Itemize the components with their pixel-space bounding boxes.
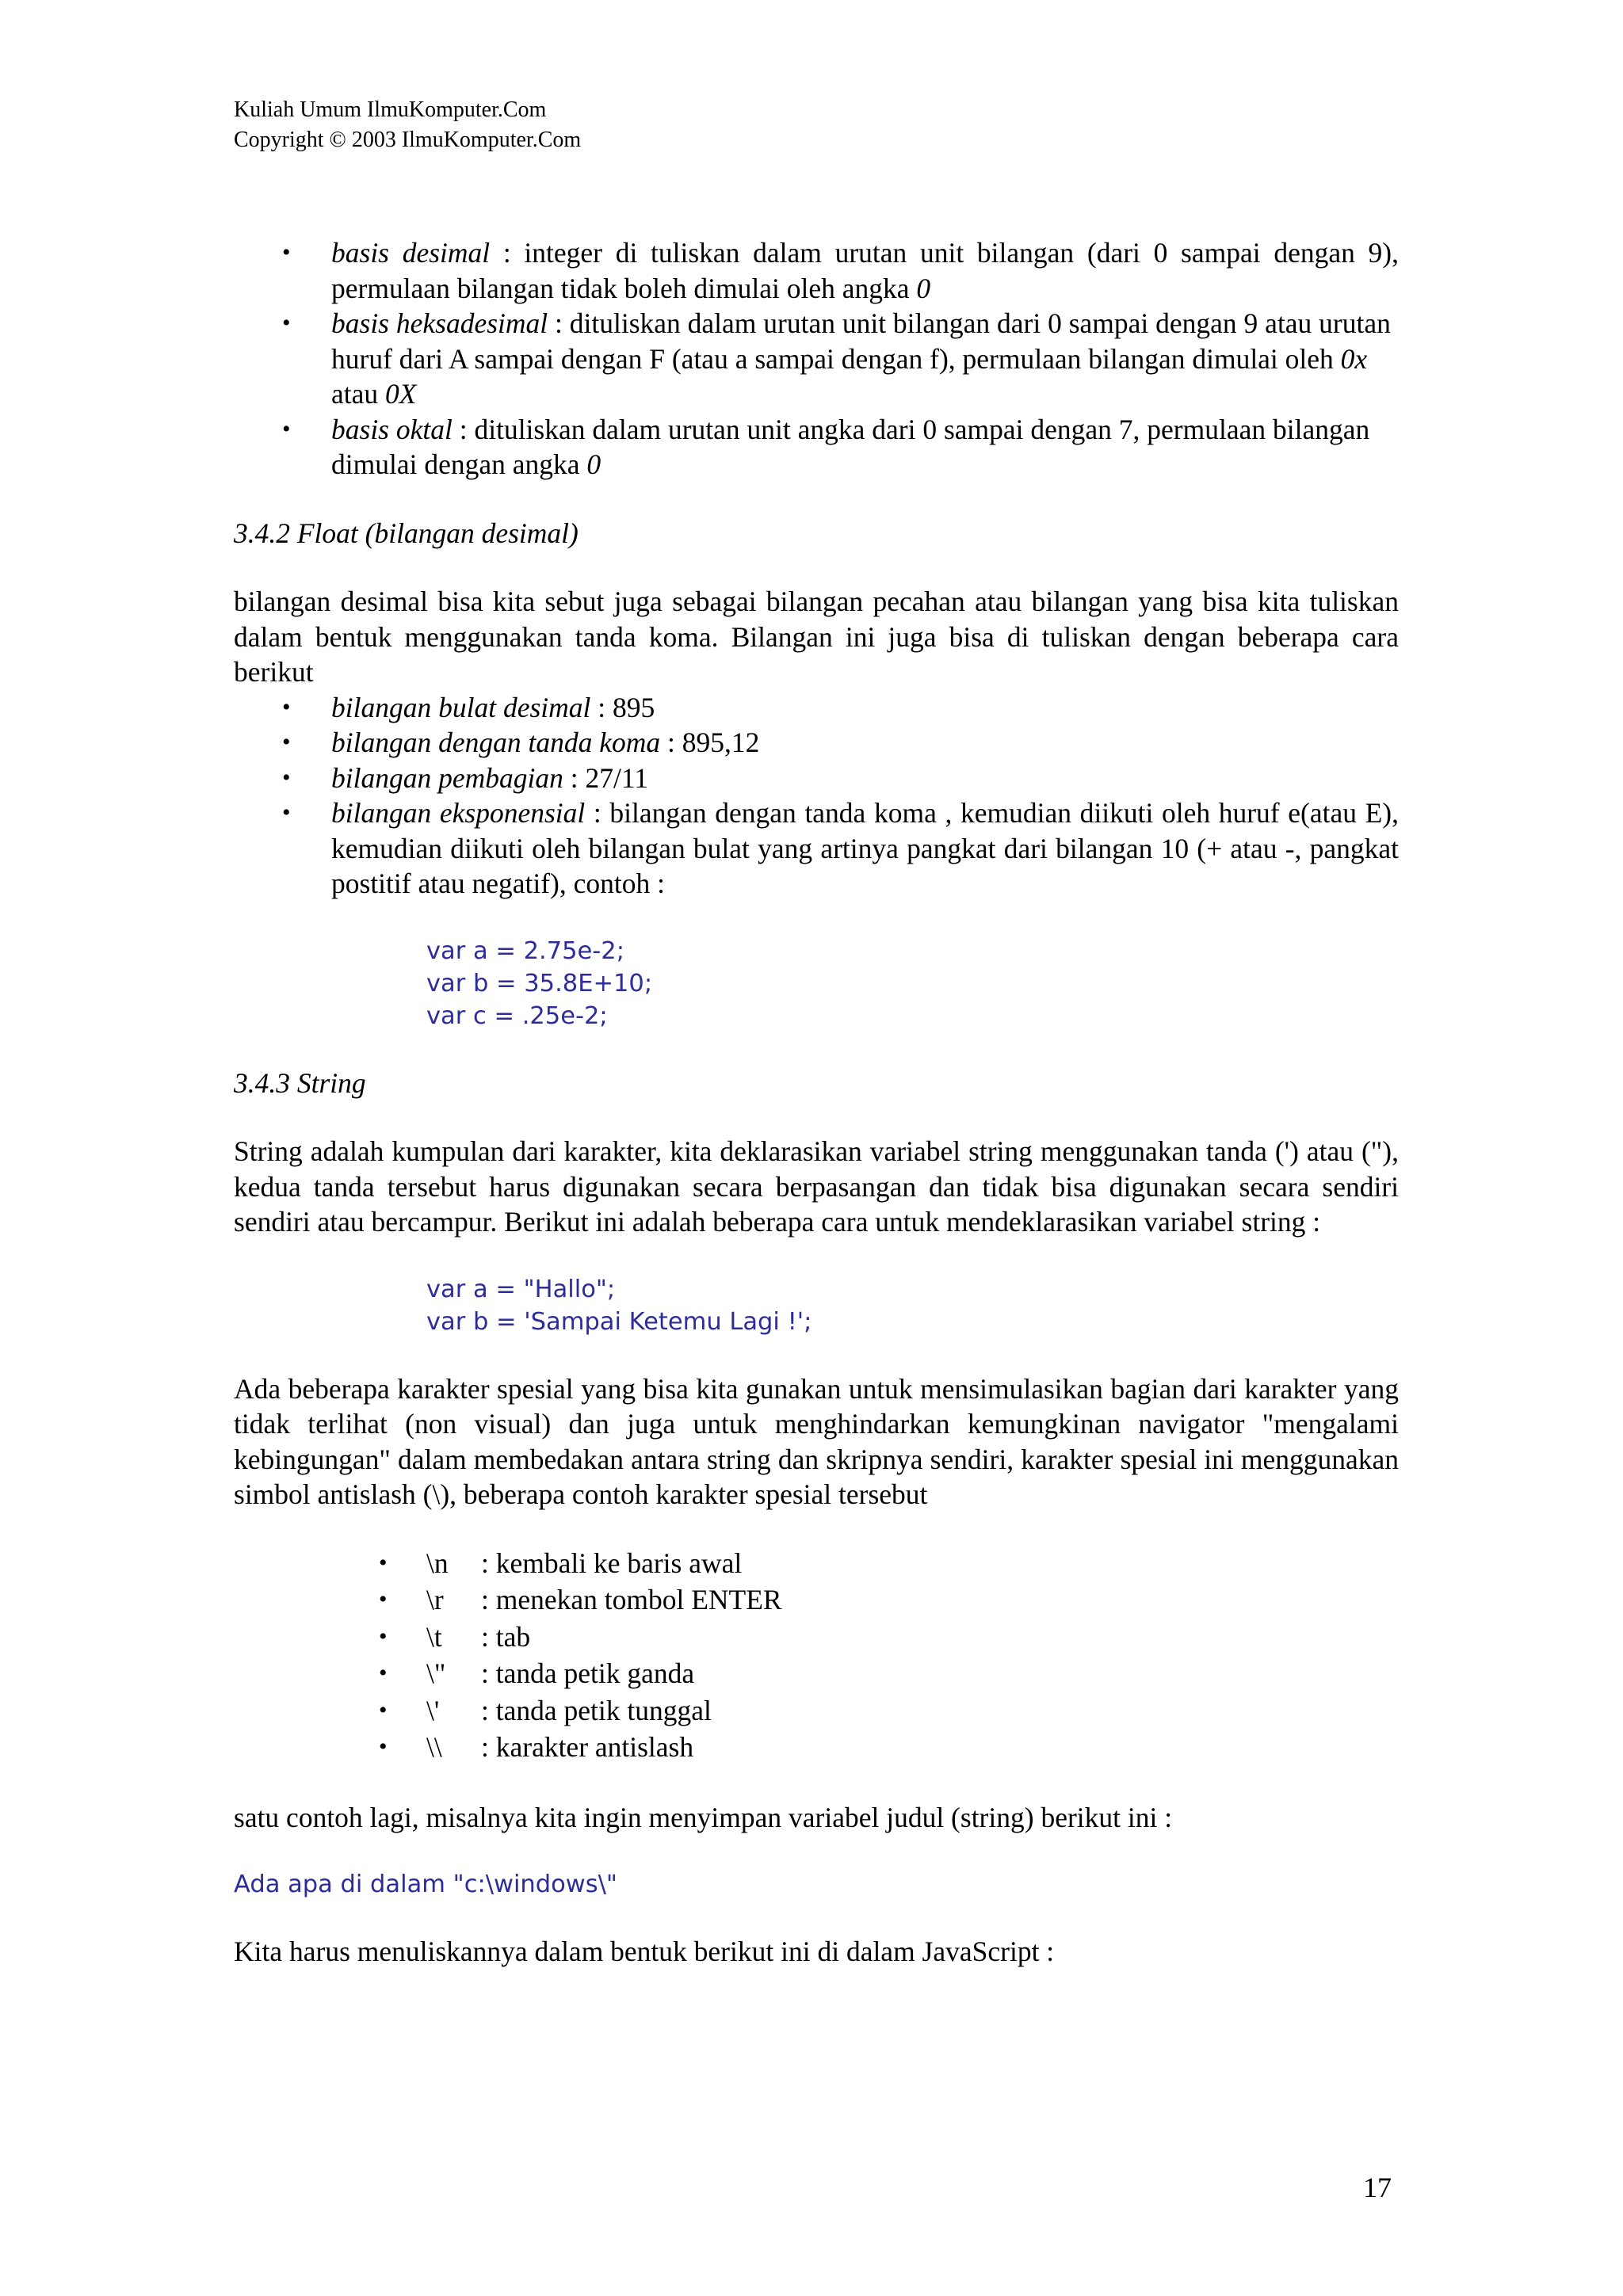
bullet-icon: •: [379, 1586, 388, 1612]
list-item: • bilangan dengan tanda koma : 895,12: [331, 725, 1399, 761]
bullet-icon: •: [282, 729, 291, 755]
bullet-icon: •: [379, 1623, 388, 1650]
list-item: • \t : tab: [426, 1619, 1399, 1657]
float-list: [234, 690, 1399, 902]
bullet-icon: •: [282, 310, 291, 336]
list-item: • basis desimal : integer di tuliskan dalam urutan unit bilangan (dari 0 sampai dengan 9), permulaan bilangan tidak boleh dimulai oleh angka 0: [282, 237, 1399, 304]
javascript-intro-paragraph: Kita harus menuliskannya dalam bentuk berikut ini di dalam JavaScript :: [234, 1936, 1055, 1967]
bullet-icon: •: [282, 764, 291, 791]
list-item: • bilangan eksponensial : bilangan dengan tanda koma , kemudian diikuti oleh huruf e(atau E), kemudian diikuti oleh bilangan bulat yang artinya pangkat dari bilangan 10 (+ atau -, pangkat postitif atau negatif), contoh :: [282, 797, 1399, 899]
list-item: • \" : tanda petik ganda: [426, 1656, 1399, 1693]
string-code-block: [234, 1273, 1399, 1338]
list-item: • basis oktal : dituliskan dalam urutan unit angka dari 0 sampai dengan 7, permulaan bilangan dimulai dengan angka 0: [282, 413, 1370, 480]
integer-bases-list: [234, 235, 1399, 482]
example-string: Ada apa di dalam "c:\windows\": [234, 1871, 617, 1898]
list-item: • bilangan pembagian : 27/11: [331, 761, 1399, 796]
bullet-icon: •: [282, 693, 291, 720]
string-paragraph: String adalah kumpulan dari karakter, kita deklarasikan variabel string menggunakan tanda (') atau ("), kedua tanda tersebut harus digunakan secara berpasangan dan tidak bisa digunakan secara sendiri sendiri atau bercampur. Berikut ini adalah beberapa cara untuk mendeklarasikan variabel string :: [234, 1135, 1399, 1238]
bullet-icon: •: [379, 1660, 388, 1686]
special-chars-paragraph: Ada beberapa karakter spesial yang bisa kita gunakan untuk mensimulasikan bagian dari karakter yang tidak terlihat (non visual) dan juga untuk menghindarkan kemungkinan navigator "mengalami kebingungan" dalam membedakan antara string dan skripnya sendiri, karakter spesial ini menggunakan simbol antislash (\), beberapa contoh karakter spesial tersebut: [234, 1372, 1399, 1510]
code-line: var b = 35.8E+10;: [426, 969, 653, 997]
float-paragraph: bilangan desimal bisa kita sebut juga sebagai bilangan pecahan atau bilangan yang bisa kita tuliskan dalam bentuk menggunakan tanda koma. Bilangan ini juga bisa di tuliskan dengan beberapa cara berikut: [234, 585, 1399, 688]
list-item: • \r : menekan tombol ENTER: [426, 1582, 1399, 1619]
bullet-icon: •: [379, 1549, 388, 1576]
code-line: var a = "Hallo";: [426, 1275, 616, 1303]
list-item: • \\ : karakter antislash: [426, 1730, 1399, 1767]
code-line: var a = 2.75e-2;: [426, 936, 624, 965]
escape-chars-list: [234, 1546, 1399, 1767]
list-item: • basis heksadesimal : dituliskan dalam urutan unit bilangan dari 0 sampai dengan 9 atau urutan huruf dari A sampai dengan F (atau a sampai dengan f), permulaan bilangan dimulai oleh 0x atau 0X: [282, 307, 1391, 410]
bullet-icon: •: [282, 799, 291, 826]
code-line: var b = 'Sampai Ketemu Lagi !';: [426, 1307, 812, 1336]
bullet-icon: •: [282, 415, 291, 442]
page-content: [234, 235, 1399, 1970]
header-title: Kuliah Umum IlmuKomputer.Com: [234, 97, 547, 122]
section-heading-float: 3.4.2 Float (bilangan desimal): [234, 517, 579, 549]
code-line: var c = .25e-2;: [426, 1001, 608, 1030]
float-code-block: [234, 935, 1399, 1032]
section-heading-string: 3.4.3 String: [234, 1066, 366, 1099]
header-copyright: Copyright © 2003 IlmuKomputer.Com: [234, 128, 582, 152]
list-item: • \n : kembali ke baris awal: [426, 1546, 1399, 1583]
page-header: [234, 95, 581, 155]
example-intro-paragraph: satu contoh lagi, misalnya kita ingin menyimpan variabel judul (string) berikut ini :: [234, 1801, 1173, 1833]
list-item: • \' : tanda petik tunggal: [426, 1693, 1399, 1730]
bullet-icon: •: [379, 1733, 388, 1760]
bullet-icon: •: [282, 239, 291, 265]
list-item: • bilangan bulat desimal : 895: [331, 690, 1399, 726]
bullet-icon: •: [379, 1696, 388, 1723]
page-number: 17: [1363, 2172, 1392, 2203]
